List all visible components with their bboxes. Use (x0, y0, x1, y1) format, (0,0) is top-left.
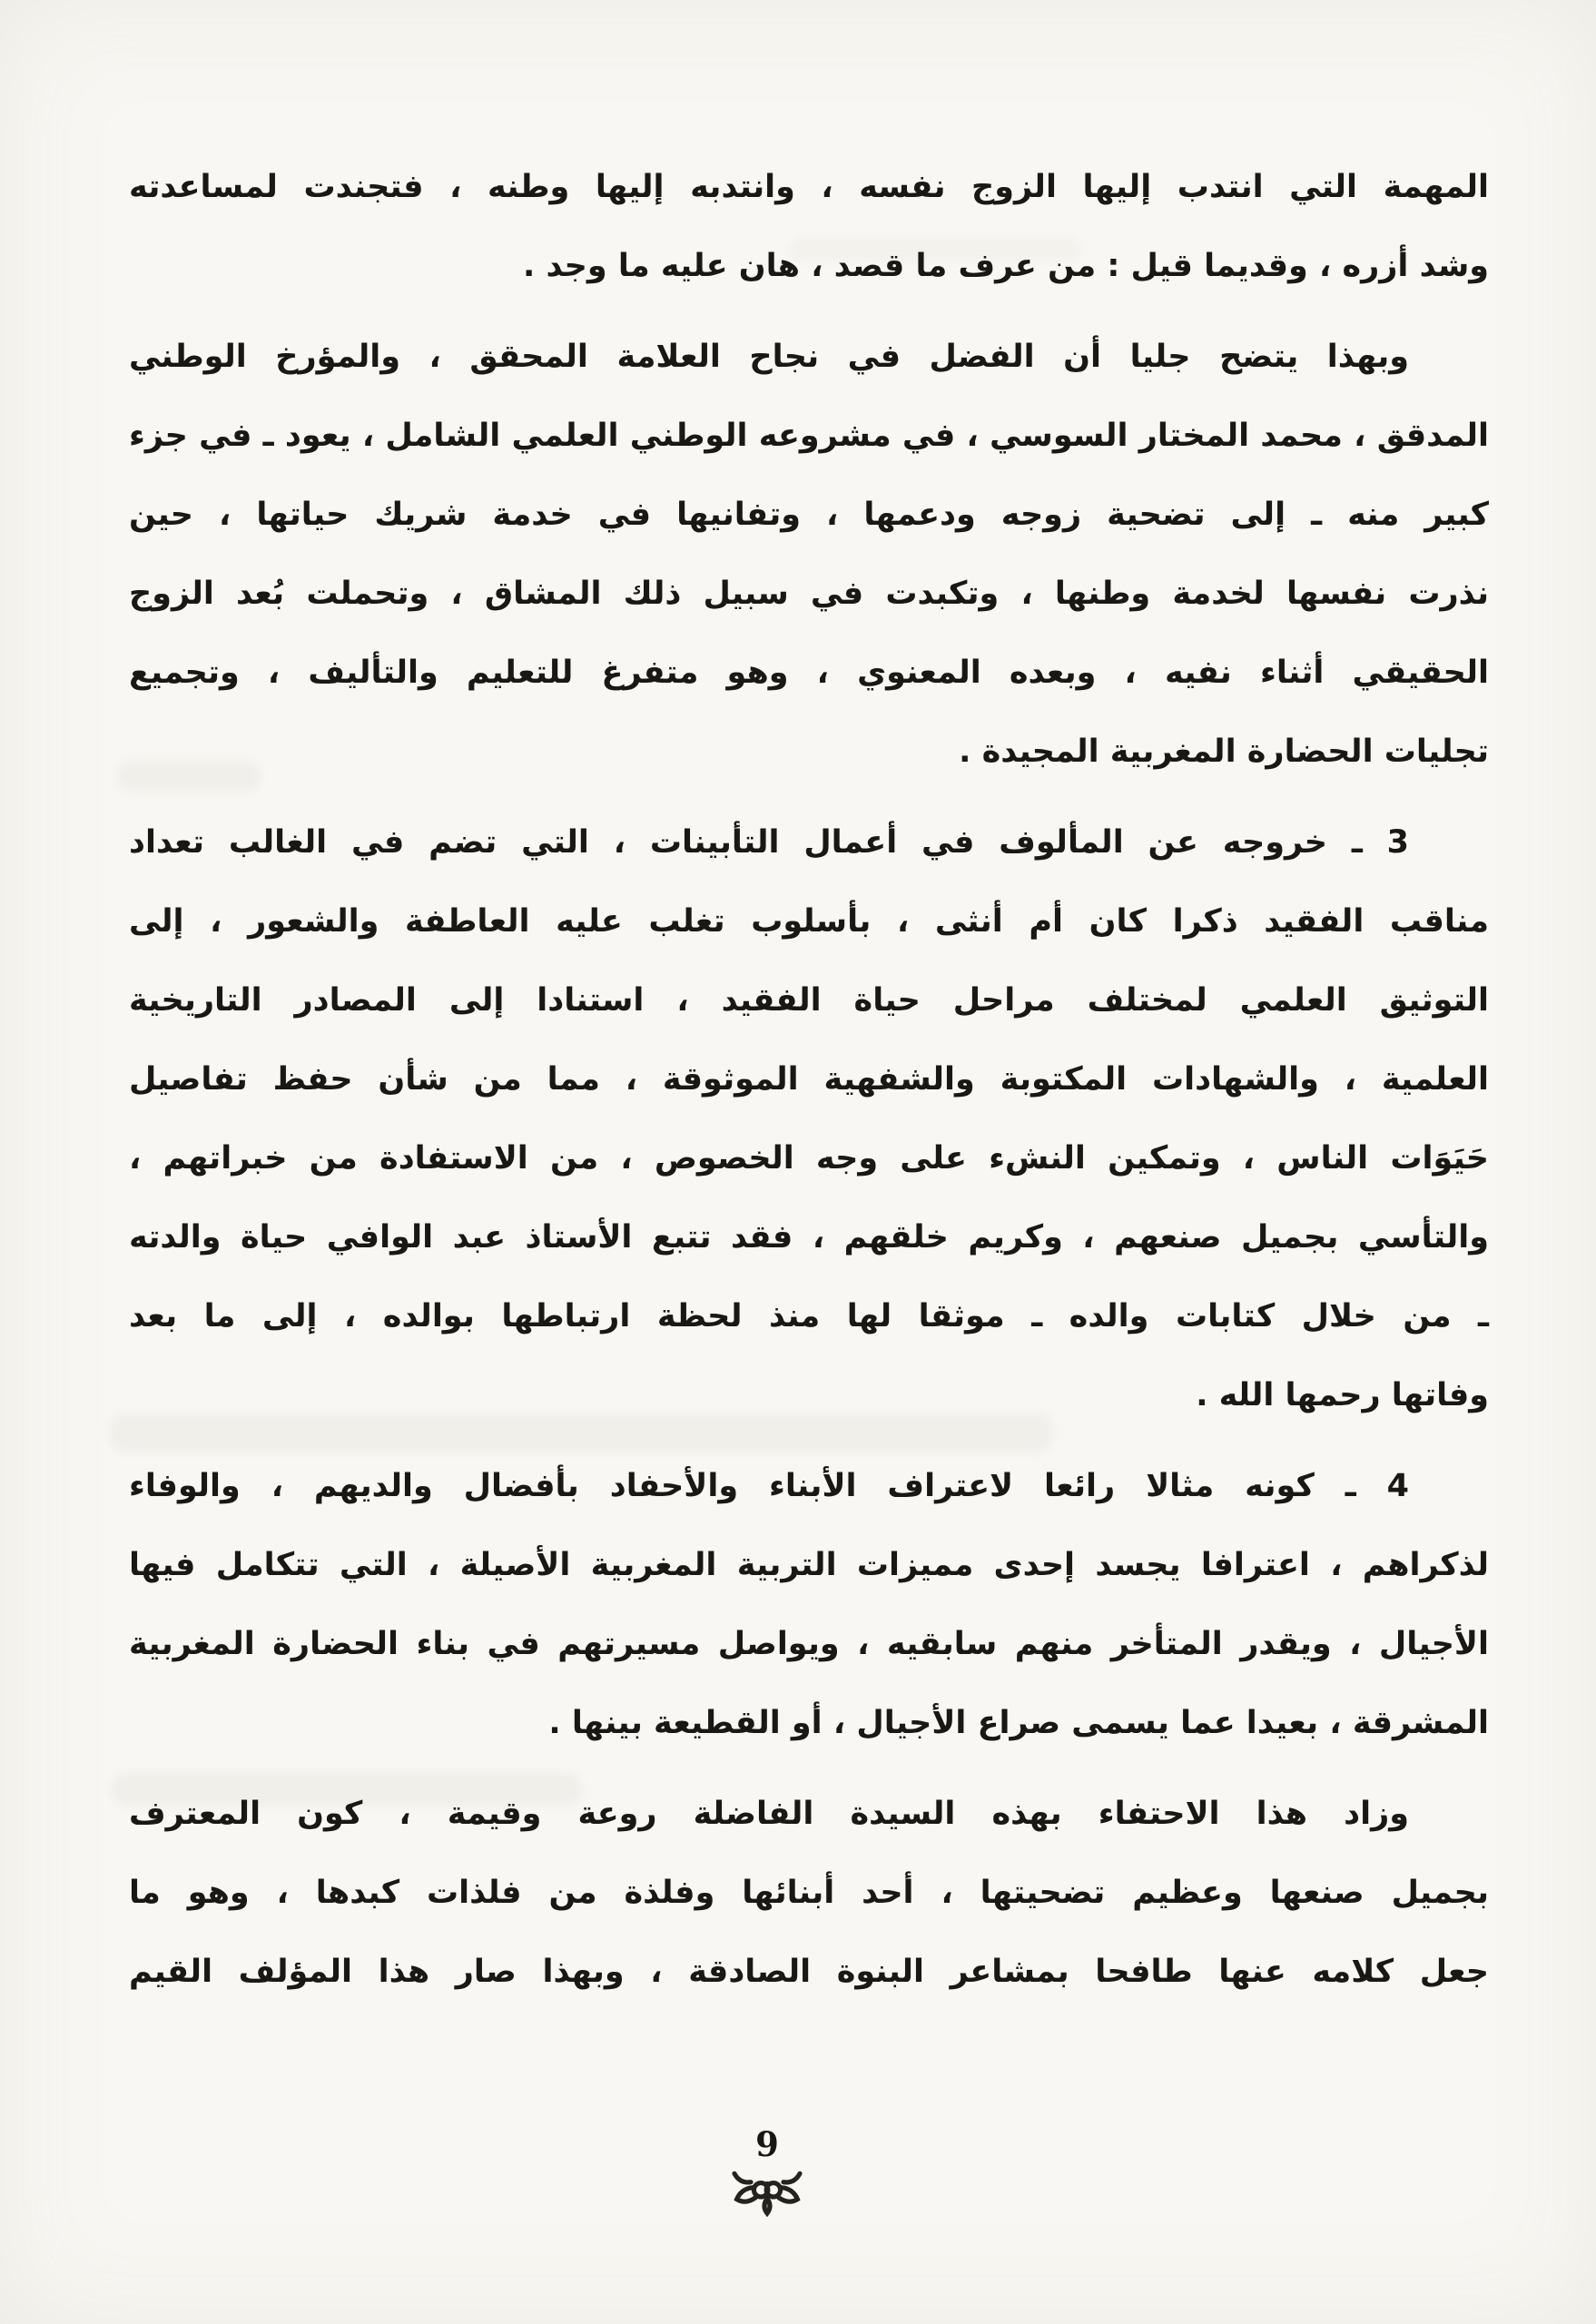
text-line: جعل كلامه عنها طافحا بمشاعر البنوة الصادقة ، وبهذا صار هذا المؤلف القيم (129, 1954, 1489, 1990)
text-line: المشرقة ، بعيدا عما يسمى صراع الأجيال ، أو القطيعة بينها . (548, 1705, 1489, 1741)
page-body-text (129, 148, 1489, 2012)
text-line: كبير منه ـ إلى تضحية زوجه ودعمها ، وتفانيها في خدمة شريك حياتها ، حين (129, 497, 1489, 533)
text-line: لذكراهم ، اعترافا يجسد إحدى مميزات التربية المغربية الأصيلة ، التي تتكامل فيها (129, 1547, 1489, 1583)
text-line: وفاتها رحمها الله . (1196, 1377, 1489, 1413)
text-line: الأجيال ، ويقدر المتأخر منهم سابقيه ، ويواصل مسيرتهم في بناء الحضارة المغربية (129, 1626, 1489, 1662)
text-line: المدقق ، محمد المختار السوسي ، في مشروعه الوطني العلمي الشامل ، يعود ـ في جزء (129, 418, 1489, 454)
text-line: والتأسي بجميل صنعهم ، وكريم خلقهم ، فقد تتبع الأستاذ عبد الوافي حياة والدته (129, 1219, 1489, 1256)
text-line: نذرت نفسها لخدمة وطنها ، وتكبدت في سبيل ذلك المشاق ، وتحملت بُعد الزوج (129, 576, 1489, 612)
text-line: وشد أزره ، وقديما قيل : من عرف ما قصد ، هان عليه ما وجد . (522, 248, 1489, 284)
text-line: وزاد هذا الاحتفاء بهذه السيدة الفاضلة روعة وقيمة ، كون المعترف (129, 1796, 1409, 1832)
paragraph-body (129, 318, 1489, 792)
page-footer (722, 2126, 813, 2223)
text-line: مناقب الفقيد ذكرا كان أم أنثى ، بأسلوب تغلب عليه العاطفة والشعور ، إلى (129, 903, 1489, 940)
text-line: وبهذا يتضح جليا أن الفضل في نجاح العلامة المحقق ، والمؤرخ الوطني (129, 339, 1409, 375)
text-line: المهمة التي انتدب إليها الزوج نفسه ، وانتدبه إليها وطنه ، فتجندت لمساعدته (129, 169, 1489, 205)
paragraph-item-4 (129, 1447, 1489, 1763)
text-line: العلمية ، والشهادات المكتوبة والشفهية الموثوقة ، مما من شأن حفظ تفاصيل (129, 1061, 1489, 1098)
text-line: الحقيقي أثناء نفيه ، وبعده المعنوي ، وهو متفرغ للتعليم والتأليف ، وتجميع (129, 655, 1489, 691)
page-number: 9 (755, 2124, 779, 2164)
text-line: 3 ـ خروجه عن المألوف في أعمال التأبينات ، التي تضم في الغالب تعداد (129, 824, 1409, 861)
text-line: بجميل صنعها وعظيم تضحيتها ، أحد أبنائها وفلذة من فلذات كبدها ، وهو ما (129, 1875, 1489, 1911)
paragraph-continuation (129, 148, 1489, 306)
arabesque-fleuron-icon (728, 2164, 806, 2219)
text-line: التوثيق العلمي لمختلف مراحل حياة الفقيد ، استنادا إلى المصادر التاريخية (129, 982, 1489, 1019)
text-line: ـ من خلال كتابات والده ـ موثقا لها منذ لحظة ارتباطها بوالده ، إلى ما بعد (129, 1298, 1489, 1334)
paragraph-item-3 (129, 803, 1489, 1435)
text-line: حَيَوَات الناس ، وتمكين النشء على وجه الخصوص ، من الاستفادة من خبراتهم ، (129, 1140, 1489, 1177)
text-line: تجليات الحضارة المغربية المجيدة . (959, 734, 1489, 770)
text-line: 4 ـ كونه مثالا رائعا لاعتراف الأبناء والأحفاد بأفضال والديهم ، والوفاء (129, 1468, 1409, 1504)
paragraph-body (129, 1775, 1489, 2012)
